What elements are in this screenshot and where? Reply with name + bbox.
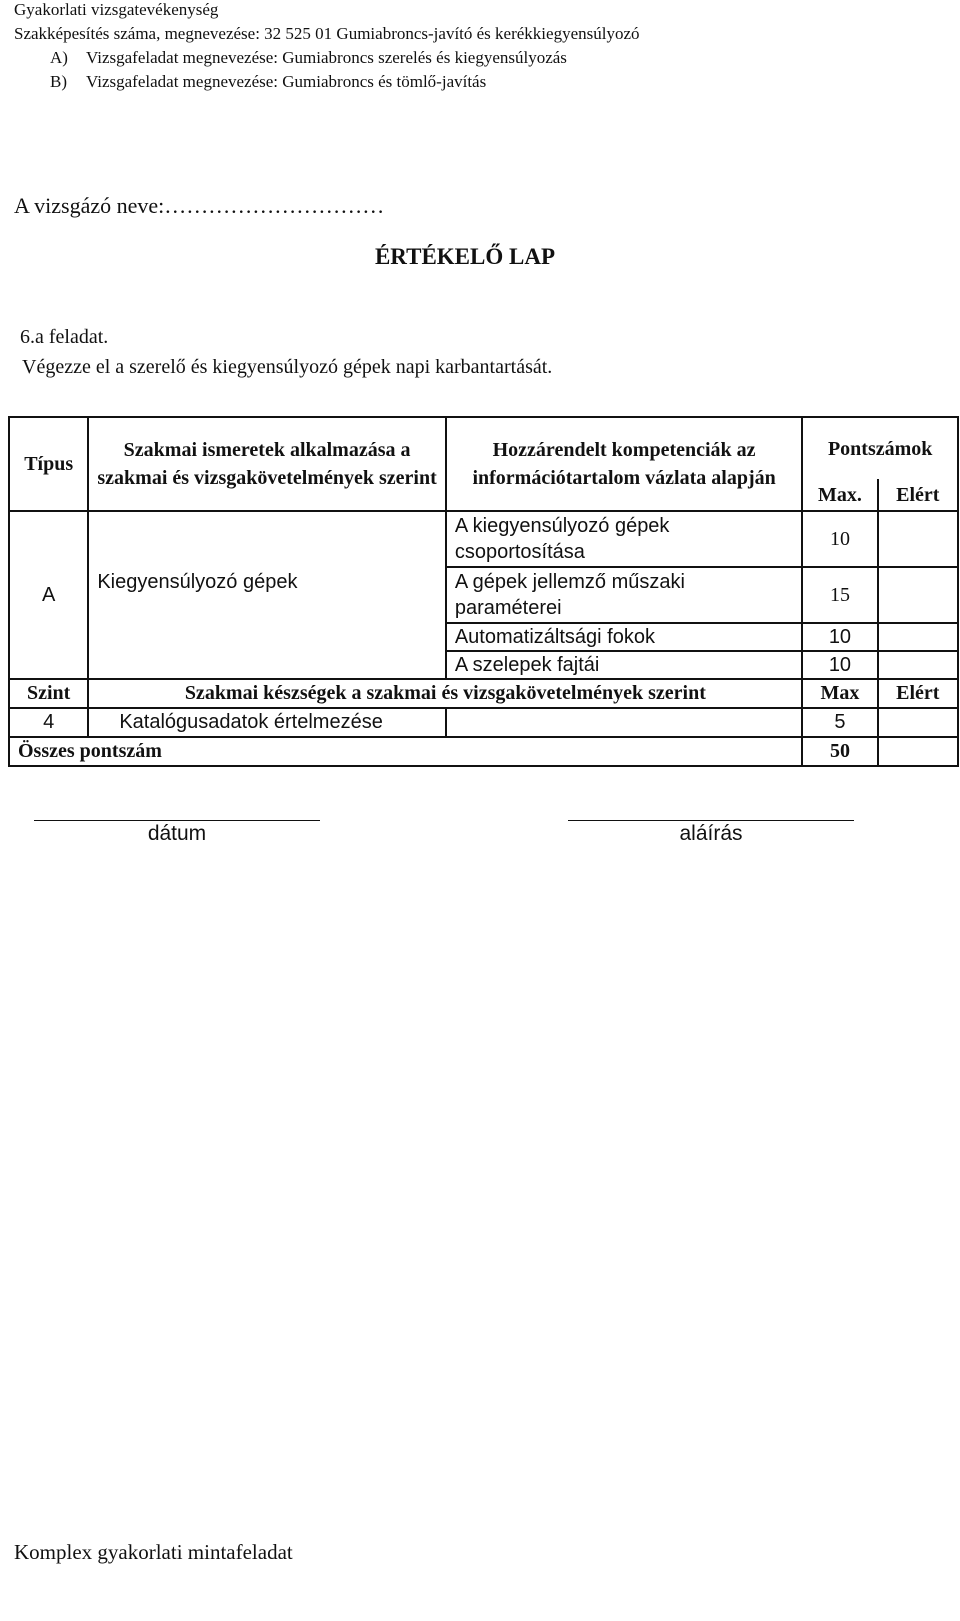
skills-header-row <box>9 679 958 708</box>
table-row <box>9 708 958 737</box>
header-exam-task-b <box>50 72 486 92</box>
skill-achieved-cell[interactable] <box>878 708 958 737</box>
skills-achieved-header: Elért <box>878 679 958 708</box>
total-row <box>9 737 958 766</box>
exam-task-a-text: Vizsgafeladat megnevezése: Gumiabroncs szerelés és kiegyensúlyozás <box>86 48 567 67</box>
evaluation-table <box>8 416 959 767</box>
header-type: Típus <box>9 417 88 511</box>
exam-task-a-marker: A) <box>50 48 68 67</box>
section-type-cell: A <box>9 511 88 679</box>
signature-line <box>568 820 854 821</box>
skills-max-header: Max <box>802 679 877 708</box>
skill-max-cell: 5 <box>802 708 877 737</box>
candidate-name-label: A vizsgázó neve:………………………… <box>14 193 385 218</box>
header-max: Max. <box>802 479 877 511</box>
total-max: 50 <box>802 737 877 766</box>
total-label: Összes pontszám <box>9 737 802 766</box>
header-qualification: Szakképesítés száma, megnevezése: 32 525 01 Gumiabroncs-javító és kerékkiegyensúlyozó <box>14 24 640 43</box>
table-row <box>9 511 958 567</box>
header-achieved: Elért <box>878 479 958 511</box>
max-points-cell: 10 <box>802 623 877 651</box>
achieved-points-cell[interactable] <box>878 567 958 623</box>
achieved-points-cell[interactable] <box>878 651 958 679</box>
achieved-points-cell[interactable] <box>878 511 958 567</box>
skills-level-header: Szint <box>9 679 88 708</box>
competency-cell: Automatizáltsági fokok <box>446 623 803 651</box>
date-label: dátum <box>147 822 207 845</box>
table-header-row <box>9 417 958 479</box>
competency-cell: A gépek jellemző műszaki paraméterei <box>446 567 803 623</box>
header-title: Gyakorlati vizsgatevékenység <box>14 0 219 19</box>
signature-label: aláírás <box>679 822 743 845</box>
skills-header: Szakmai készségek a szakmai és vizsgakövetelmények szerint <box>88 679 802 708</box>
task-description: Végezze el a szerelő és kiegyensúlyozó gépek napi karbantartását. <box>22 356 553 378</box>
skill-empty-cell <box>446 708 803 737</box>
exam-task-b-text: Vizsgafeladat megnevezése: Gumiabroncs és tömlő-javítás <box>86 72 487 91</box>
sheet-title: ÉRTÉKELŐ LAP <box>374 244 556 269</box>
section-topic-cell: Kiegyensúlyozó gépek <box>88 511 446 679</box>
achieved-points-cell[interactable] <box>878 623 958 651</box>
skill-level-cell: 4 <box>9 708 88 737</box>
header-competencies: Hozzárendelt kompetenciák az információtartalom vázlata alapján <box>446 417 803 511</box>
competency-cell: A kiegyensúlyozó gépek csoportosítása <box>446 511 803 567</box>
header-points: Pontszámok <box>802 417 958 479</box>
skill-name-cell: Katalógusadatok értelmezése <box>88 708 446 737</box>
max-points-cell: 15 <box>802 567 877 623</box>
competency-cell: A szelepek fajtái <box>446 651 803 679</box>
header-knowledge: Szakmai ismeretek alkalmazása a szakmai és vizsgakövetelmények szerint <box>88 417 446 511</box>
max-points-cell: 10 <box>802 511 877 567</box>
max-points-cell: 10 <box>802 651 877 679</box>
exam-task-b-marker: B) <box>50 72 67 91</box>
date-line <box>34 820 320 821</box>
task-number: 6.a feladat. <box>20 326 109 348</box>
header-exam-task-a <box>50 48 567 68</box>
total-achieved[interactable] <box>878 737 958 766</box>
footer-text: Komplex gyakorlati mintafeladat <box>14 1540 293 1564</box>
